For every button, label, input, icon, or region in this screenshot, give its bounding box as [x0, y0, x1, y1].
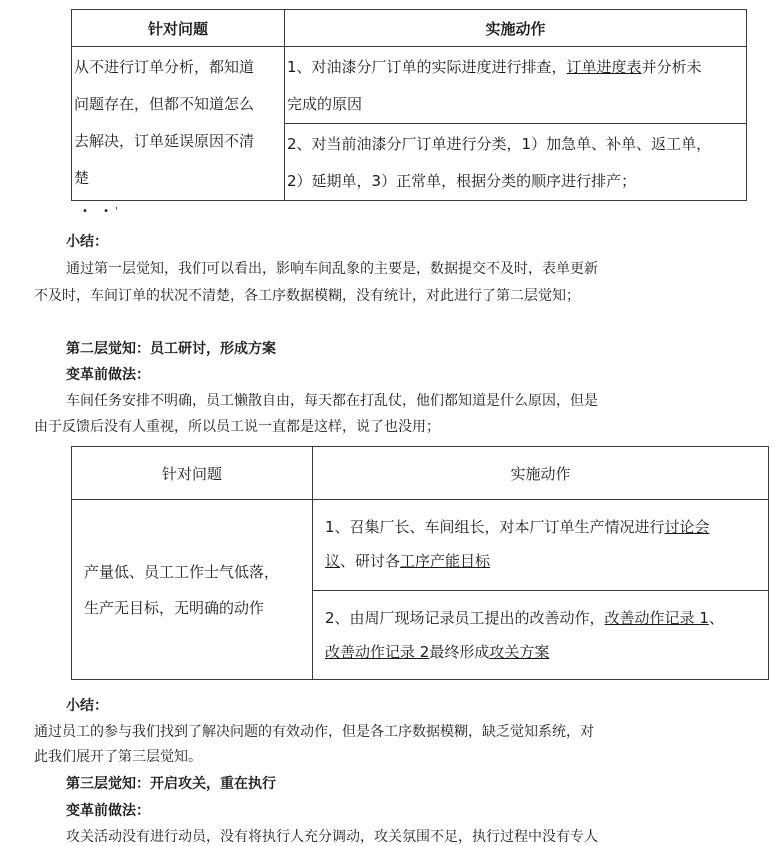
table1-issue-line: 从不进行订单分析，都知道: [74, 58, 255, 76]
table1-action1-line2: 完成的原因: [287, 95, 363, 113]
table2-action2-mid: 最终形成: [429, 643, 490, 661]
improvement-record-2-link[interactable]: 改善动作记录 2: [325, 643, 430, 661]
table1-issue-line: 楚: [74, 169, 90, 187]
table2-action2-text: 2、由周厂现场记录员工提出的改善动作，: [325, 609, 605, 627]
table2-issue-cell: [72, 500, 313, 680]
table2-action1-text: 1、召集厂长、车间组长，对本厂订单生产情况进行: [325, 518, 665, 536]
summary2-line2: 此我们展开了第三层觉知。: [34, 749, 202, 765]
table1-action-2: [285, 124, 747, 201]
discussion-meeting-link[interactable]: 讨论会: [664, 518, 710, 536]
table1-issue-line: 问题存在，但都不知道怎么: [74, 95, 255, 113]
order-progress-link[interactable]: 订单进度表: [566, 58, 642, 76]
table1-action-1: [285, 47, 747, 124]
table1-action2-line1: 2、对当前油漆分厂订单进行分类，1）加急单、补单、返工单，: [287, 135, 712, 153]
level3-title: 第三层觉知：开启攻关，重在执行: [66, 776, 276, 792]
table1-issue-line: 去解决，订单延误原因不清: [74, 132, 255, 150]
table2-header-action: 实施动作: [313, 447, 769, 500]
improvement-record-1-link[interactable]: 改善动作记录 1: [604, 609, 709, 627]
table1-header-action: 实施动作: [285, 10, 747, 47]
level3-line1: 攻关活动没有进行动员，没有将执行人充分调动，攻关氛围不足，执行过程中没有专人: [66, 829, 598, 845]
process-capacity-target-link[interactable]: 工序产能目标: [400, 552, 491, 570]
summary2-title: 小结：: [66, 698, 108, 714]
table1-action2-line2: 2）延期单，3）正常单，根据分类的顺序进行排产；: [287, 172, 637, 190]
bullet-dots: • •': [82, 206, 124, 217]
table2-action2-sep: 、: [708, 609, 724, 627]
table1-issue-cell: [72, 47, 285, 201]
table1-action1-text-post: 并分析未: [641, 58, 702, 76]
level2-title: 第二层觉知：员工研讨，形成方案: [66, 341, 276, 357]
summary1-line1: 通过第一层觉知，我们可以看出，影响车间乱象的主要是，数据提交不及时，表单更新: [66, 261, 598, 277]
level2-line2: 由于反馈后没有人重视，所以员工说一直都是这样，说了也没用；: [34, 419, 440, 435]
summary1-title: 小结：: [66, 234, 108, 250]
discussion-meeting-link-cont[interactable]: 议: [325, 552, 341, 570]
table1-header-issue: 针对问题: [72, 10, 285, 47]
table2-issue-line1: 产量低、员工工作士气低落，: [84, 562, 280, 581]
level3-before-title: 变革前做法：: [66, 803, 150, 819]
table2-action1-mid: 、研讨各: [340, 552, 401, 570]
table1-action1-text: 1、对油漆分厂订单的实际进度进行排查，: [287, 58, 567, 76]
tackle-plan-link[interactable]: 攻关方案: [489, 643, 550, 661]
table2-issue-line2: 生产无目标，无明确的动作: [84, 598, 265, 617]
table2-action-1: [313, 500, 769, 591]
table2-header-issue: 针对问题: [72, 447, 313, 500]
issue-action-table-2: [71, 446, 769, 680]
table2-action-2: [313, 591, 769, 680]
level2-before-title: 变革前做法：: [66, 367, 150, 383]
issue-action-table-1: [71, 9, 747, 201]
summary1-line2: 不及时，车间订单的状况不清楚，各工序数据模糊，没有统计，对此进行了第二层觉知；: [34, 288, 580, 304]
level2-line1: 车间任务安排不明确，员工懒散自由，每天都在打乱仗，他们都知道是什么原因，但是: [66, 393, 598, 409]
summary2-line1: 通过员工的参与我们找到了解决问题的有效动作，但是各工序数据模糊，缺乏觉知系统，对: [34, 724, 594, 740]
